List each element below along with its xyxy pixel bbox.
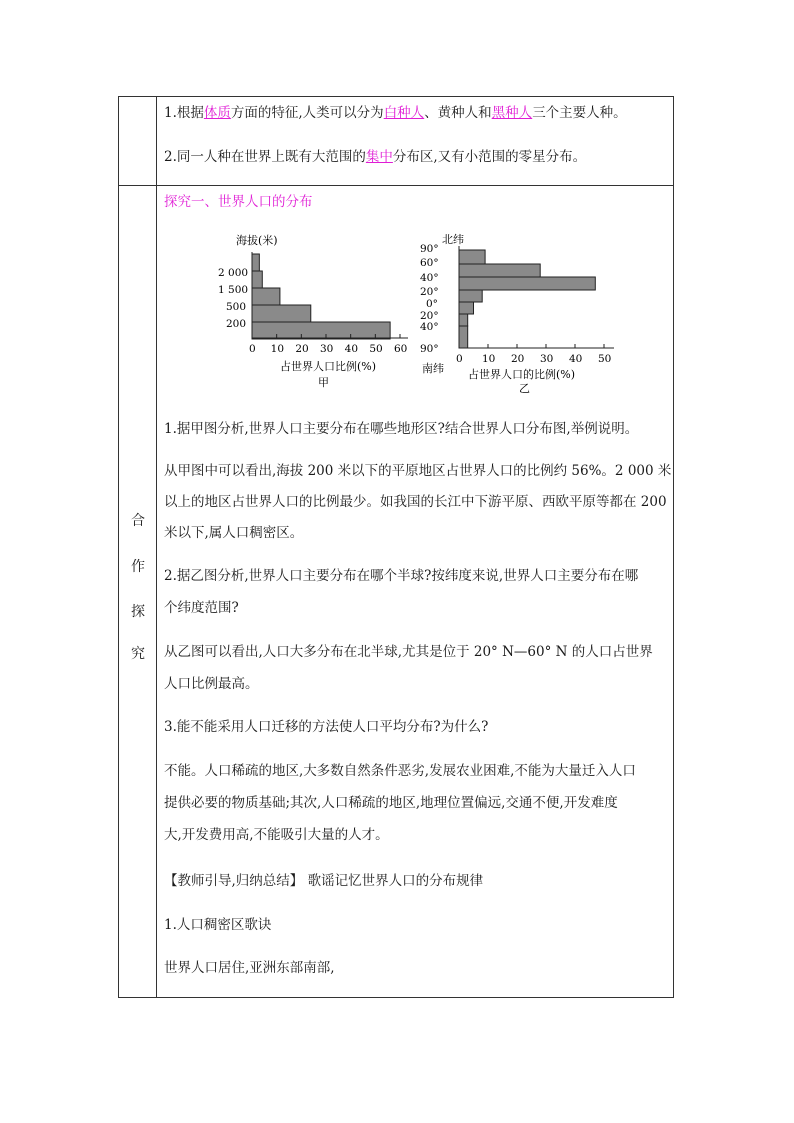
text-fragment: 、黄种人和 — [424, 105, 492, 121]
chart-yi-ytick: 60° — [420, 257, 439, 269]
text-fragment: 分布区,又有小范围的零星分布。 — [392, 149, 587, 165]
song-line: 世界人口居住,亚洲东部南部, — [164, 960, 335, 976]
chart-yi-xlabel: 占世界人口的比例(%) — [468, 368, 576, 381]
chart-jia-name: 甲 — [318, 376, 329, 389]
chart-yi-xtick: 10 — [482, 353, 496, 365]
chart-jia-xtick: 0 — [249, 343, 256, 355]
answer-1-line: 从甲图中可以看出,海拔 200 米以下的平原地区占世界人口的比例约 56%。2 000 米 — [164, 463, 672, 479]
answer-1-line: 米以下,属人口稠密区。 — [164, 525, 304, 541]
answer-blank: 体质 — [203, 105, 231, 121]
row1-line2 — [164, 148, 586, 166]
chart-yi-xtick: 50 — [598, 353, 612, 365]
section-title: 探究一、世界人口的分布 — [164, 194, 313, 210]
chart-jia-ytick: 200 — [226, 318, 247, 330]
chart-jia-xtick: 50 — [369, 343, 383, 355]
chart-yi-ytick: 20° — [420, 310, 439, 322]
chart-jia-xtick: 20 — [295, 343, 309, 355]
chart-jia-bar — [252, 305, 311, 322]
side-label-char: 作 — [131, 559, 145, 575]
table-row-divider — [118, 185, 674, 186]
chart-yi-ytick: 20° — [420, 286, 439, 298]
chart-yi-ytick: 40° — [420, 272, 439, 284]
guide-title: 【教师引导,归纳总结】 歌谣记忆世界人口的分布规律 — [164, 873, 484, 889]
chart-yi-name: 乙 — [519, 382, 530, 395]
answer-2-line: 从乙图可以看出,人口大多分布在北半球,尤其是位于 20° N—60° N 的人口占世界 — [164, 644, 653, 660]
chart-yi-bar — [459, 326, 468, 348]
answer-blank: 白种人 — [383, 105, 425, 121]
chart-yi-bar — [459, 314, 468, 326]
chart-yi-xtick: 20 — [511, 353, 525, 365]
chart-yi-xtick: 0 — [456, 353, 463, 365]
chart-yi-ytick: 90° — [420, 243, 439, 255]
answer-3-line: 不能。人口稀疏的地区,大多数自然条件恶劣,发展农业困难,不能为大量迁入人口 — [164, 763, 636, 779]
text-fragment: 1.根据 — [164, 105, 204, 121]
chart-yi-bar — [459, 290, 482, 302]
chart-yi-xtick: 40 — [569, 353, 583, 365]
chart-jia-bars — [252, 254, 390, 339]
chart-jia-ytick: 1 500 — [218, 284, 249, 296]
chart-yi-bar — [459, 264, 540, 277]
chart-jia-bar — [252, 288, 280, 305]
chart-yi-xtick: 30 — [540, 353, 554, 365]
answer-blank: 集中 — [365, 149, 393, 165]
question-2-line: 个纬度范围? — [164, 600, 239, 616]
chart-yi-bar — [459, 277, 595, 290]
chart-yi-ytick: 0° — [426, 298, 438, 310]
text-fragment: 2.同一人种在世界上既有大范围的 — [164, 149, 366, 165]
chart-yi — [416, 226, 626, 400]
row1-line1 — [164, 104, 627, 122]
text-fragment: 方面的特征,人类可以分为 — [230, 105, 384, 121]
chart-jia — [200, 226, 420, 400]
chart-yi-ytick: 90° — [420, 343, 439, 355]
chart-jia-xtick: 60 — [394, 343, 408, 355]
question-2-line: 2.据乙图分析,世界人口主要分布在哪个半球?按纬度来说,世界人口主要分布在哪 — [164, 568, 639, 584]
chart-jia-ytick: 2 000 — [218, 267, 249, 279]
chart-jia-xtick: 30 — [320, 343, 334, 355]
song-title: 1.人口稠密区歌诀 — [164, 917, 272, 933]
side-label-char: 究 — [131, 646, 145, 662]
chart-yi-bars — [459, 250, 595, 348]
answer-3-line: 提供必要的物质基础;其次,人口稀疏的地区,地理位置偏远,交通不便,开发难度 — [164, 795, 618, 811]
text-fragment: 三个主要人种。 — [532, 105, 627, 121]
chart-yi-bottom-label: 南纬 — [422, 362, 444, 375]
chart-jia-xtick: 40 — [344, 343, 359, 355]
chart-jia-xtick: 10 — [270, 343, 285, 355]
chart-yi-bar — [459, 302, 474, 314]
chart-yi-bar — [459, 250, 485, 264]
answer-2-line: 人口比例最高。 — [164, 676, 259, 692]
side-label-char: 探 — [131, 604, 145, 620]
chart-yi-ytick: 40° — [420, 321, 439, 333]
chart-jia-ylabel: 海拔(米) — [236, 234, 278, 247]
answer-blank: 黑种人 — [491, 105, 533, 121]
chart-jia-ytick: 500 — [226, 301, 247, 313]
question-3: 3.能不能采用人口迁移的方法使人口平均分布?为什么? — [164, 719, 489, 735]
side-label-char: 合 — [131, 513, 145, 529]
chart-jia-bar — [252, 322, 390, 339]
answer-1-line: 以上的地区占世界人口的比例最少。如我国的长江中下游平原、西欧平原等都在 200 — [164, 494, 667, 510]
chart-jia-bar — [252, 271, 262, 288]
chart-yi-top-label: 北纬 — [442, 233, 464, 246]
chart-jia-xlabel: 占世界人口比例(%) — [280, 360, 377, 373]
question-1: 1.据甲图分析,世界人口主要分布在哪些地形区?结合世界人口分布图,举例说明。 — [164, 421, 639, 437]
table-column-divider — [156, 96, 157, 998]
chart-jia-bar — [252, 254, 259, 271]
answer-3-line: 大,开发费用高,不能吸引大量的人才。 — [164, 827, 389, 843]
